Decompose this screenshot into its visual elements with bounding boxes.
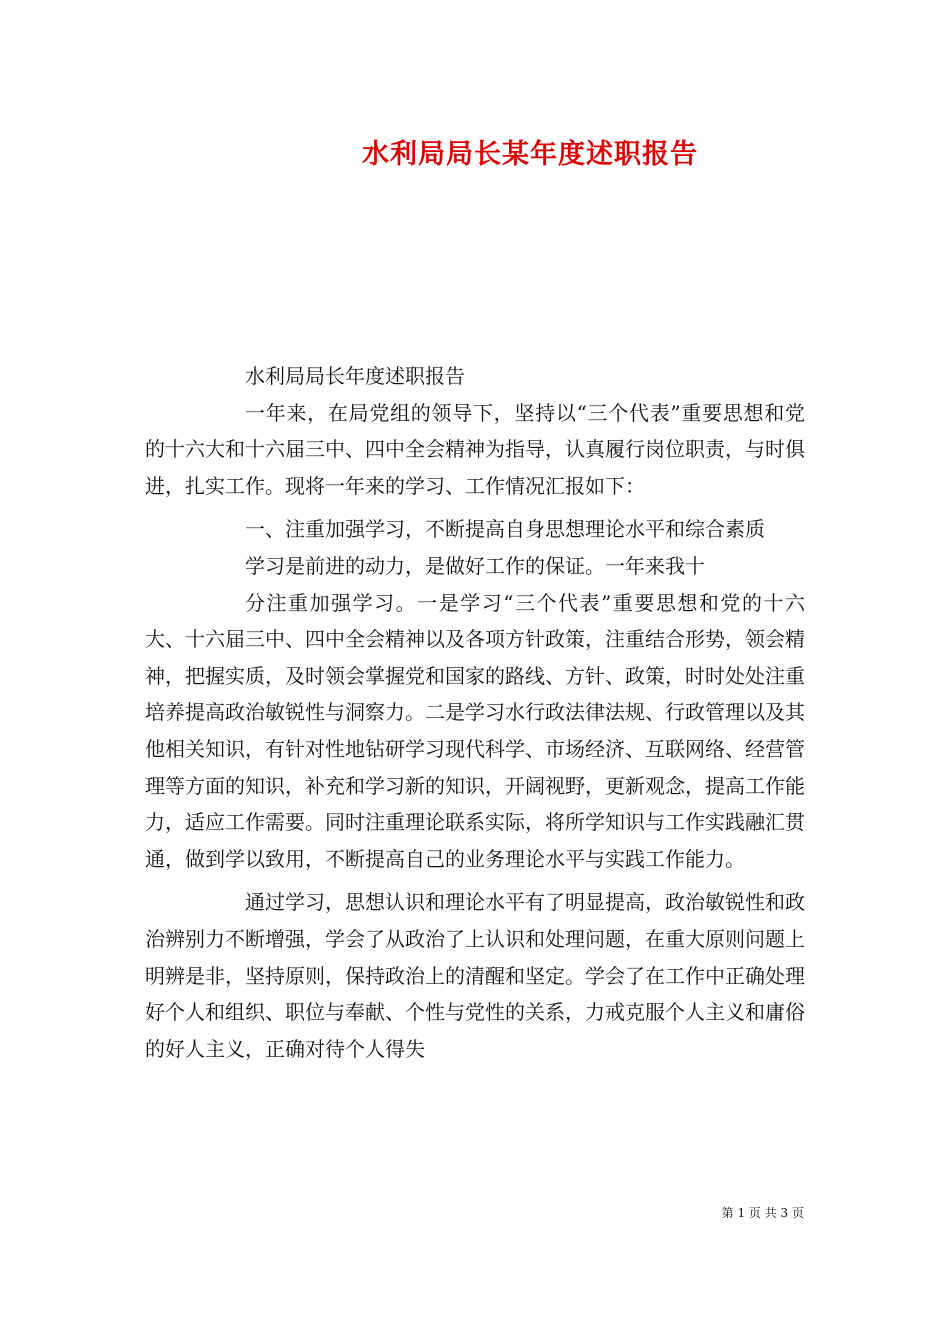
results-paragraph: 通过学习，思想认识和理论水平有了明显提高，政治敏锐性和政治辨别力不断增强，学会了从政治了上认识和处理问题，在重大原则问题上明辨是非，坚持原则，保持政治上的清醒和坚定。学会了在工作中正确处理好个人和组织、职位与奉献、个性与党性的关系，力戒克服个人主义和庸俗的好人主义，正确对待个人得失 — [145, 890, 805, 1061]
document-body — [145, 358, 805, 1067]
section-heading-paragraph: 一、注重加强学习，不断提高自身思想理论水平和综合素质 — [245, 517, 765, 542]
intro-paragraph: 一年来，在局党组的领导下，坚持以“三个代表”重要思想和党的十六大和十六届三中、四中全会精神为指导，认真履行岗位职责，与时俱进，扎实工作。现将一年来的学习、工作情况汇报如下： — [145, 400, 805, 498]
study-paragraph-start: 学习是前进的动力，是做好工作的保证。一年来我十 — [245, 553, 705, 578]
report-heading-paragraph: 水利局局长年度述职报告 — [245, 364, 465, 388]
page-footer: 第 1 页 共 3 页 — [721, 1206, 804, 1220]
document-title: 水利局局长某年度述职报告 — [362, 139, 698, 170]
study-paragraph-continued: 分注重加强学习。一是学习“三个代表”重要思想和党的十六大、十六届三中、四中全会精神以及各项方针政策，注重结合形势，领会精神，把握实质，及时领会掌握党和国家的路线、方针、政策，时时处处注重培养提高政治敏锐性与洞察力。二是学习水行政法律法规、行政管理以及其他相关知识，有针对性地钻研学习现代科学、市场经济、互联网络、经营管理等方面的知识，补充和学习新的知识，开阔视野，更新观念，提高工作能力，适应工作需要。同时注重理论联系实际，将所学知识与工作实践融汇贯通，做到学以致用，不断提高自己的业务理论水平与实践工作能力。 — [145, 590, 805, 871]
